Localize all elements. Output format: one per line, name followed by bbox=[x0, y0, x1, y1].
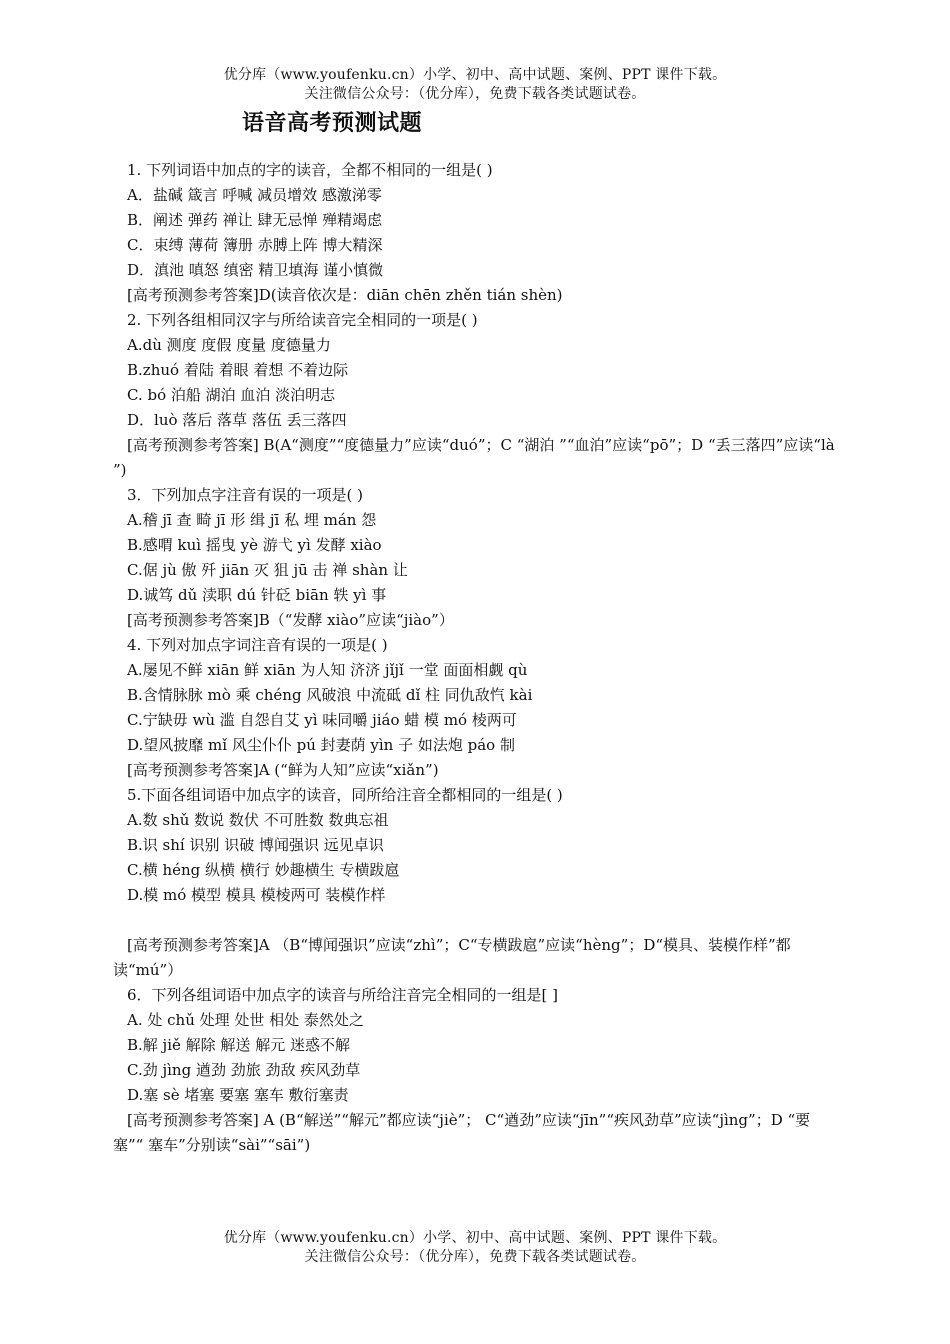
q4-option-d: D.望风披靡 mǐ 风尘仆仆 pú 封妻荫 yìn 子 如法炮 páo 制 bbox=[127, 736, 515, 754]
q3-option-a: A.稽 jī 查 畸 jī 形 缉 jī 私 埋 mán 怨 bbox=[127, 511, 377, 529]
q4-option-a: A.屡见不鲜 xiān 鲜 xiān 为人知 济济 jǐjǐ 一堂 面面相觑 qù bbox=[127, 661, 528, 679]
blank-line bbox=[113, 908, 838, 933]
q5-answer: [高考预测参考答案]A （B“博闻强识”应读“zhì”；C“专横跋扈”应读“hèng”；D“模具、装模作样”都读“mú”） bbox=[113, 936, 791, 979]
q6-option-b: B.解 jiě 解除 解送 解元 迷惑不解 bbox=[127, 1036, 350, 1054]
question-2: 2. 下列各组相同汉字与所给读音完全相同的一项是( ) bbox=[127, 311, 478, 329]
q3-option-d: D.诚笃 dǔ 渎职 dú 针砭 biān 轶 yì 事 bbox=[127, 586, 387, 604]
question-3: 3．下列加点字注音有误的一项是( ) bbox=[127, 486, 364, 504]
footer-line-2: 关注微信公众号：（优分库），免费下载各类试题试卷。 bbox=[304, 1249, 646, 1265]
header-line-2: 关注微信公众号：（优分库），免费下载各类试题试卷。 bbox=[304, 86, 646, 102]
q5-option-b: B.识 shí 识别 识破 博闻强识 远见卓识 bbox=[127, 836, 384, 854]
q3-option-b: B.感喟 kuì 摇曳 yè 游弋 yì 发酵 xiào bbox=[127, 536, 382, 554]
q6-option-c: C.劲 jìng 遒劲 劲旅 劲敌 疾风劲草 bbox=[127, 1061, 361, 1079]
q4-answer: [高考预测参考答案]A (“鲜为人知”应读“xiǎn”) bbox=[127, 761, 439, 779]
question-6: 6．下列各组词语中加点字的读音与所给注音完全相同的一组是[ ] bbox=[127, 986, 559, 1004]
q4-option-c: C.宁缺毋 wù 滥 自怨自艾 yì 味同嚼 jiáo 蜡 模 mó 棱两可 bbox=[127, 711, 517, 729]
footer-line-1: 优分库（www.youfenku.cn）小学、初中、高中试题、案例、PPT 课件下载。 bbox=[223, 1230, 727, 1246]
page-footer bbox=[0, 1229, 950, 1267]
q6-option-a: A. 处 chǔ 处理 处世 相处 泰然处之 bbox=[127, 1011, 364, 1029]
q3-option-c: C.倨 jù 傲 歼 jiān 灭 狙 jū 击 禅 shàn 让 bbox=[127, 561, 408, 579]
document-title: 语音高考预测试题 bbox=[242, 110, 423, 136]
q6-option-d: D.塞 sè 堵塞 要塞 塞车 敷衍塞责 bbox=[127, 1086, 349, 1104]
q2-answer: [高考预测参考答案] B(A“测度”“度德量力”应读“duó”；C “湖泊 ”“血泊”应读“pō”；D “丢三落四”应读“là ”) bbox=[113, 436, 835, 479]
q5-option-d: D.模 mó 模型 模具 模棱两可 装模作样 bbox=[127, 886, 386, 904]
document-body bbox=[113, 158, 838, 1158]
q5-option-a: A.数 shǔ 数说 数伏 不可胜数 数典忘祖 bbox=[127, 811, 389, 829]
q1-option-c: C．束缚 薄荷 簿册 赤膊上阵 博大精深 bbox=[127, 236, 383, 254]
q3-answer: [高考预测参考答案]B（“发酵 xiào”应读“jiào”） bbox=[127, 611, 454, 629]
q1-option-d: D．滇池 嗔怒 缜密 精卫填海 谨小慎微 bbox=[127, 261, 384, 279]
q2-option-a: A.dù 测度 度假 度量 度德量力 bbox=[127, 336, 331, 354]
q1-option-b: B．阐述 弹药 禅让 肆无忌惮 殚精竭虑 bbox=[127, 211, 383, 229]
q2-option-c: C. bó 泊船 湖泊 血泊 淡泊明志 bbox=[127, 386, 336, 404]
q1-answer: [高考预测参考答案]D(读音依次是：diān chēn zhěn tián shèn) bbox=[127, 286, 563, 304]
q2-option-b: B.zhuó 着陆 着眼 着想 不着边际 bbox=[127, 361, 349, 379]
question-4: 4. 下列对加点字词注音有误的一项是( ) bbox=[127, 636, 388, 654]
q5-option-c: C.横 héng 纵横 横行 妙趣横生 专横跋扈 bbox=[127, 861, 400, 879]
question-5: 5.下面各组词语中加点字的读音，同所给注音全都相同的一组是( ) bbox=[127, 786, 563, 804]
page-header bbox=[0, 66, 950, 104]
q2-option-d: D．luò 落后 落草 落伍 丢三落四 bbox=[127, 411, 347, 429]
q6-answer: [高考预测参考答案] A (B“解送”“解元”都应读“jiè”； C“遒劲”应读“jīn”“疾风劲草”应读“jìng”；D “要塞”“ 塞车”分别读“sài”“sāi”) bbox=[113, 1111, 811, 1154]
q1-option-a: A．盐碱 箴言 呼喊 减员增效 感激涕零 bbox=[127, 186, 382, 204]
question-1: 1. 下列词语中加点的字的读音，全都不相同的一组是( ) bbox=[127, 161, 493, 179]
header-line-1: 优分库（www.youfenku.cn）小学、初中、高中试题、案例、PPT 课件下载。 bbox=[223, 67, 727, 83]
q4-option-b: B.含情脉脉 mò 乘 chéng 风破浪 中流砥 dǐ 柱 同仇敌忾 kài bbox=[127, 686, 533, 704]
